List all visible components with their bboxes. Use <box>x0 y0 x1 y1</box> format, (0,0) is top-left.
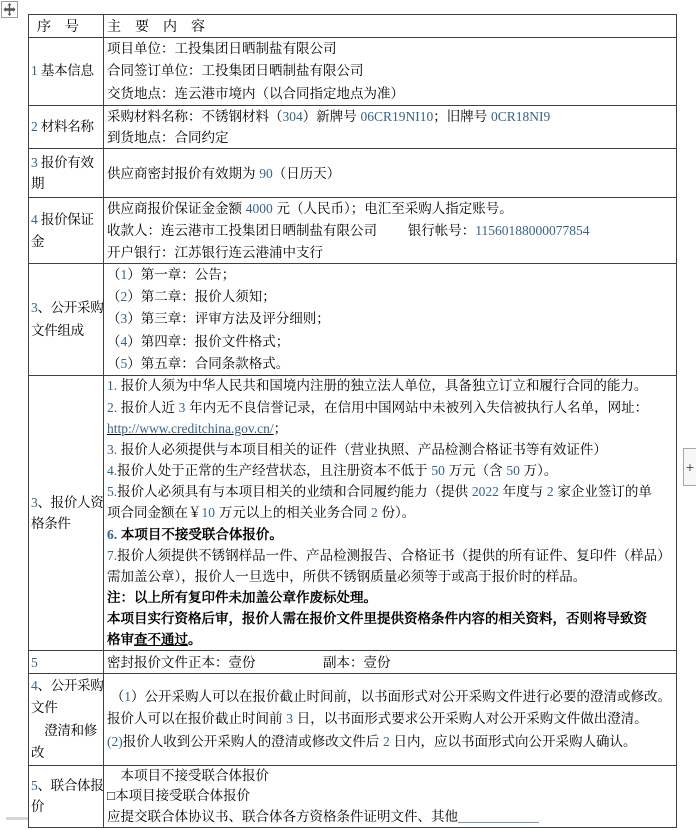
move-arrows-icon <box>3 3 16 16</box>
row-basic-info-label <box>29 38 104 105</box>
text-line <box>107 286 676 308</box>
text-line <box>107 524 676 545</box>
underlined-text: http://www.creditchina.gov.cn/ <box>107 420 274 436</box>
text-line <box>107 545 676 566</box>
text-segment: 7.报价人须提供不锈钢样品一件、产品检测报告、合格证书（提供的所有证件、复印件（样品） <box>107 547 671 563</box>
row-document-composition <box>29 264 676 376</box>
row-quote-validity <box>29 149 676 198</box>
text-segment: 到货地点：合同约定 <box>107 130 229 145</box>
text-segment: 应提交联合体协议书、联合体各方资格条件证明文件、其他____________ <box>107 808 539 824</box>
text-line <box>107 127 676 148</box>
row-quote-validity-label <box>29 149 104 197</box>
text-segment: （1）公开采购人可以在报价截止时间前，以书面形式对公开采购文件进行必要的澄清或修改。 <box>107 689 672 705</box>
text-segment: 合同签订单位：工投集团日晒制盐有限公司 <box>107 63 364 79</box>
label-line: 1 基本信息 <box>31 63 94 79</box>
text-line <box>107 83 676 105</box>
text-line <box>107 807 676 827</box>
text-segment: 供应商密封报价有效期为 90（日历天） <box>107 165 341 181</box>
row-consortium-content <box>104 766 676 827</box>
table-move-handle[interactable] <box>1 1 18 18</box>
text-segment: （3）第三章：评审方法及评分细则； <box>107 311 330 327</box>
text-line <box>107 353 676 375</box>
row-clarification-label <box>29 674 104 765</box>
text-segment: 6. 本项目不接受联合体报价。 <box>107 526 283 542</box>
row-document-composition-label <box>29 264 104 375</box>
text-line <box>107 106 676 127</box>
text-line <box>107 708 676 730</box>
text-segment: 项目单位：工投集团日晒制盐有限公司 <box>107 40 337 56</box>
row-sealed-copies <box>29 651 676 674</box>
text-line <box>107 587 676 608</box>
text-line <box>107 264 676 286</box>
text-segment: 3. 报价人必须提供与本项目相关的证件（营业执照、产品检测合格证书等有效证件） <box>107 441 607 457</box>
table-body <box>29 38 676 828</box>
label-line: 价 <box>31 798 45 814</box>
text-line <box>107 502 676 523</box>
row-material-name <box>29 106 676 149</box>
row-clarification-content <box>104 674 676 765</box>
text-line <box>107 60 676 83</box>
text-segment: 1. 报价人须为中华人民共和国境内注册的独立法人单位，具备独立订立和履行合同的能力。 <box>107 378 648 394</box>
text-segment: 交货地点：连云港市境内（以合同指定地点为准） <box>107 85 404 101</box>
row-quote-validity-content <box>104 149 676 197</box>
label-line: 文件组成 <box>31 322 84 338</box>
label-line: 3 报价有效 <box>31 155 94 170</box>
text-line <box>107 629 676 650</box>
row-bid-deposit <box>29 198 676 264</box>
text-segment: 需加盖公章），报价人一旦选中，所供不锈钢质量必须等于或高于报价时的样品。 <box>107 568 587 584</box>
text-segment: 4.报价人处于正常的生产经营状态，且注册资本不低于 50 万元（含 50 万）。 <box>107 463 558 479</box>
label-line: 4 报价保证 <box>31 211 94 227</box>
header-col-main-content: 主 要 内 容 <box>107 18 205 34</box>
text-segment: □本项目接受联合体报价 <box>107 788 251 804</box>
text-segment: （5）第五章：合同条款格式。 <box>107 355 290 371</box>
text-line <box>107 397 676 418</box>
text-line <box>107 460 676 481</box>
text-line <box>107 242 676 264</box>
text-segment: （4）第四章：报价文件格式； <box>107 333 290 349</box>
text-segment: 格审 <box>107 632 134 648</box>
text-segment: 供应商报价保证金金额 4000 元（人民币）；电汇至采购人指定账号。 <box>107 200 513 216</box>
text-segment: 。 <box>188 632 202 648</box>
text-line <box>107 686 676 708</box>
row-material-name-content <box>104 106 676 148</box>
text-line <box>107 608 676 629</box>
underlined-text: 查不通过 <box>134 632 188 648</box>
text-segment: 开户银行：江苏银行连云港浦中支行 <box>107 244 323 260</box>
text-segment: 收款人：连云港市工投集团日晒制盐有限公司 银行帐号：11560188000077854 <box>107 222 590 238</box>
label-line: 2 材料名称 <box>31 119 94 135</box>
table-header-row <box>29 15 676 38</box>
label-line: 改 <box>31 744 45 760</box>
expand-plus-button[interactable]: + <box>683 448 696 486</box>
label-line: 4、公开采购 <box>31 677 104 693</box>
text-line <box>107 566 676 587</box>
label-line: 5、联合体报 <box>31 777 104 793</box>
text-segment: 项合同金额在￥10 万元以上的相关业务合同 2 份）。 <box>107 505 416 521</box>
text-segment: 本项目实行资格后审，报价人需在报价文件里提供资格条件内容的相关资料，否则将导致资 <box>107 611 647 627</box>
text-segment: 5.报价人必须具有与本项目相关的业绩和合同履约能力（提供 2022 年度与 2 家企业签订的单 <box>107 484 652 500</box>
row-clarification <box>29 674 676 766</box>
header-col-seq: 序 号 <box>29 15 104 37</box>
text-segment: （1）第一章：公告； <box>107 266 236 282</box>
row-qualification-label <box>29 376 104 650</box>
row-bid-deposit-label <box>29 198 104 263</box>
label-line: 3、报价人资 <box>31 494 104 510</box>
text-line <box>107 652 676 673</box>
text-segment: 本项目不接受联合体报价 <box>107 767 269 783</box>
margin-mark <box>6 817 28 820</box>
text-segment: (2)报价人收到公开采购人的澄清或修改文件后 2 日内，应以书面形式向公开采购人确认。 <box>107 733 637 749</box>
label-line: 金 <box>31 233 45 249</box>
text-line <box>107 418 676 439</box>
text-segment: 报价人可以在报价截止时间前 3 日，以书面形式要求公开采购人对公开采购文件做出澄清。 <box>107 711 648 727</box>
text-line <box>107 766 676 786</box>
text-line <box>107 163 676 184</box>
row-material-name-label <box>29 106 104 148</box>
text-segment: 密封报价文件正本：壹份 副本：壹份 <box>107 654 391 670</box>
procurement-info-table <box>28 14 677 828</box>
label-line: 澄清和修 <box>31 722 97 738</box>
text-line <box>107 481 676 502</box>
row-document-composition-content <box>104 264 676 375</box>
row-bid-deposit-content <box>104 198 676 263</box>
text-line <box>107 331 676 353</box>
text-line <box>107 376 676 397</box>
row-basic-info <box>29 38 676 106</box>
row-qualification-content <box>104 376 676 650</box>
text-line <box>107 38 676 60</box>
text-segment: 2. 报价人近 3 年内无不良信誉记录，在信用中国网站中未被列入失信被执行人名单，网址： <box>107 399 649 415</box>
row-sealed-copies-content <box>104 651 676 673</box>
row-qualification <box>29 376 676 651</box>
text-line <box>107 220 676 242</box>
row-basic-info-content <box>104 38 676 105</box>
label-line: 5 <box>31 654 38 670</box>
text-segment: 注：以上所有复印件未加盖公章作废标处理。 <box>107 590 377 606</box>
text-segment: 采购材料名称：不锈钢材料（304）新牌号 06CR19NI10；旧牌号 0CR18NI9 <box>107 108 551 124</box>
text-line <box>107 786 676 807</box>
text-line <box>107 308 676 330</box>
text-line <box>107 198 676 220</box>
text-line <box>107 731 676 753</box>
label-line: 格条件 <box>31 516 71 531</box>
text-segment: ； <box>273 420 288 436</box>
row-consortium <box>29 766 676 828</box>
label-line: 3、公开采购 <box>31 300 104 316</box>
row-consortium-label <box>29 766 104 827</box>
label-line: 期 <box>31 176 45 191</box>
text-segment: （2）第二章：报价人须知； <box>107 289 276 305</box>
label-line: 文件 <box>31 700 58 716</box>
row-sealed-copies-label <box>29 651 104 673</box>
text-line <box>107 439 676 460</box>
